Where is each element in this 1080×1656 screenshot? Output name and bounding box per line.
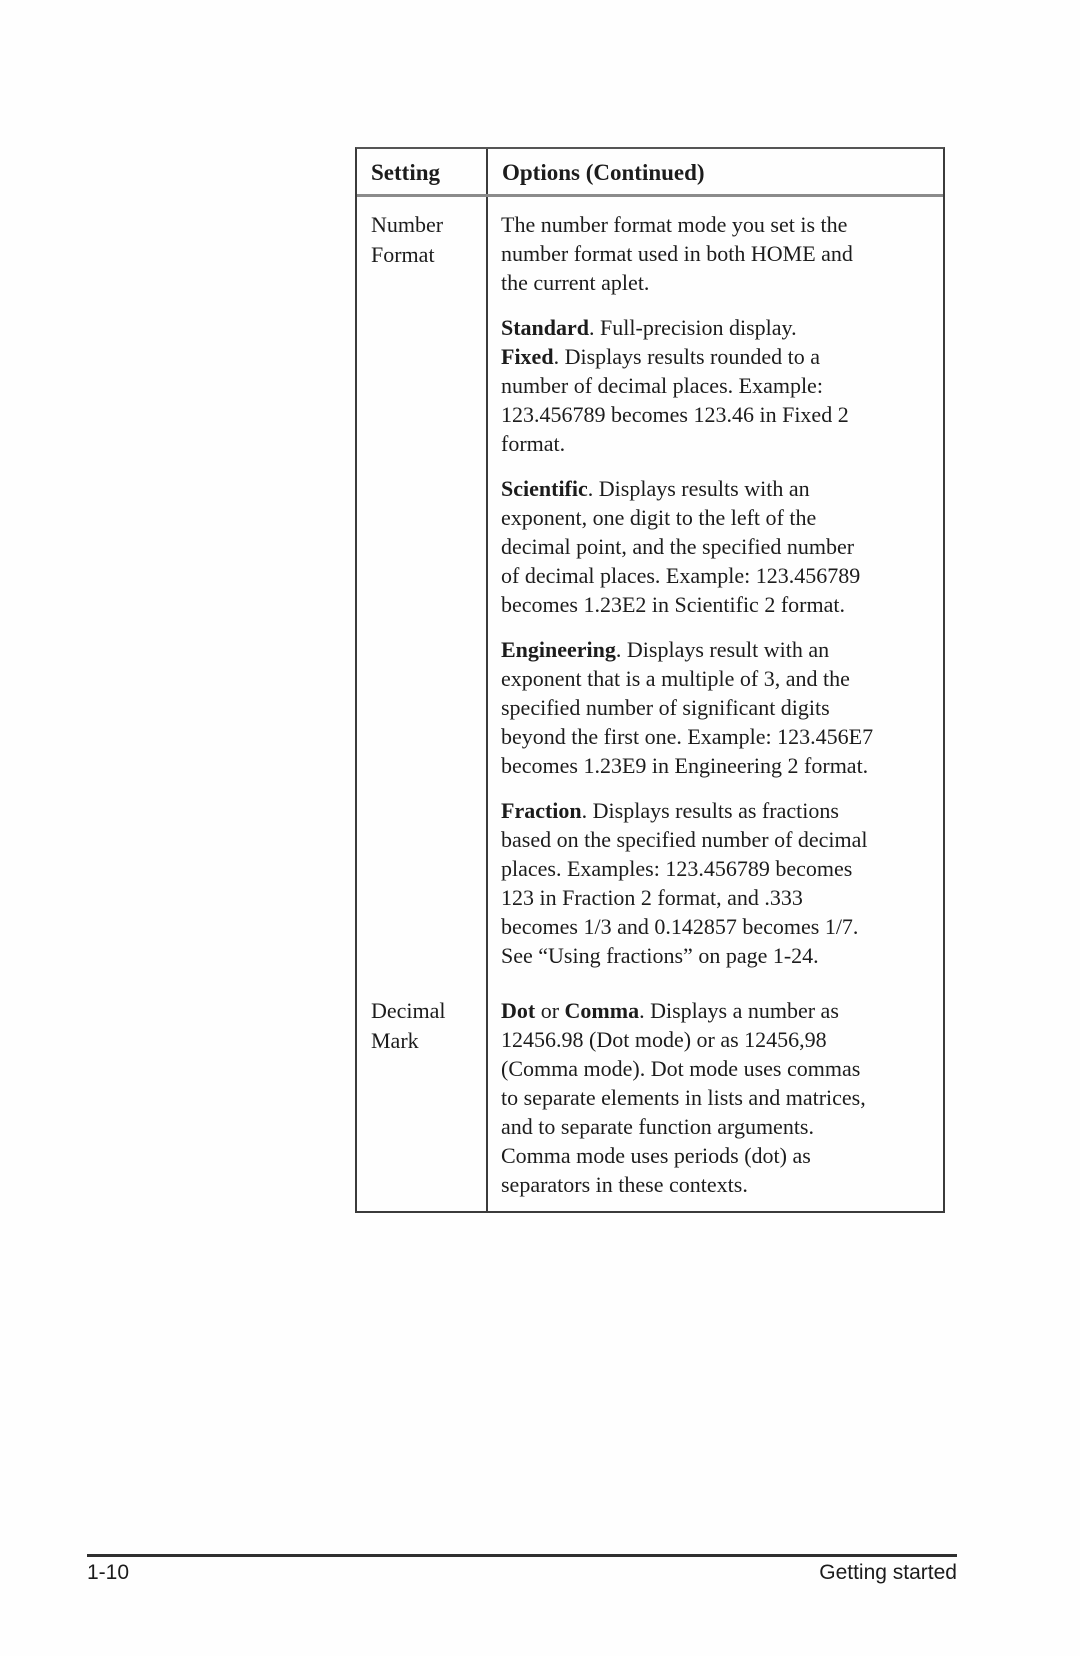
setting-cell-decimal-mark: Decimal Mark [357,970,488,1211]
paragraph: The number format mode you set is the number format used in both HOME and the current aplet. [501,212,853,295]
setting-cell-number-format: Number Format [357,197,488,970]
options-cell-decimal-mark [488,970,943,1211]
paragraph: Engineering. Displays result with an exponent that is a multiple of 3, and the specified number of significant digits beyond the first one. Example: 123.456E7 becomes 1.23E9 in Engineering 2 format. [501,637,874,778]
options-cell-number-format [488,197,943,970]
table-row-number-format [357,197,943,970]
paragraph: Fraction. Displays results as fractions based on the specified number of decimal places. Examples: 123.456789 becomes 123 in Fraction 2 format, and .333 becomes 1/3 and 0.142857 becomes 1/7. See “Using fractions” on page 1-24. [501,798,868,968]
settings-table [355,147,945,1213]
table-header-row [357,149,943,197]
footer-page-number: 1-10 [87,1561,130,1584]
footer-divider [87,1554,957,1557]
table-header-setting: Setting [357,149,488,194]
table-row-decimal-mark [357,970,943,1211]
footer-section-title: Getting started [819,1561,957,1584]
paragraph: Standard. Full-precision display. Fixed. Displays results rounded to a number of decimal places. Example: 123.456789 becomes 123.46 in Fixed 2 format. [501,315,849,456]
paragraph: Scientific. Displays results with an exponent, one digit to the left of the decimal point, and the specified number of decimal places. Example: 123.456789 becomes 1.23E2 in Scientific 2 format. [501,476,861,617]
paragraph: Dot or Comma. Displays a number as 12456.98 (Dot mode) or as 12456,98 (Comma mode). Dot mode uses commas to separate elements in lists and matrices, and to separate function arguments. Comma mode uses periods (dot) as separators in these contexts. [501,998,866,1197]
table-header-options: Options (Continued) [502,160,705,185]
